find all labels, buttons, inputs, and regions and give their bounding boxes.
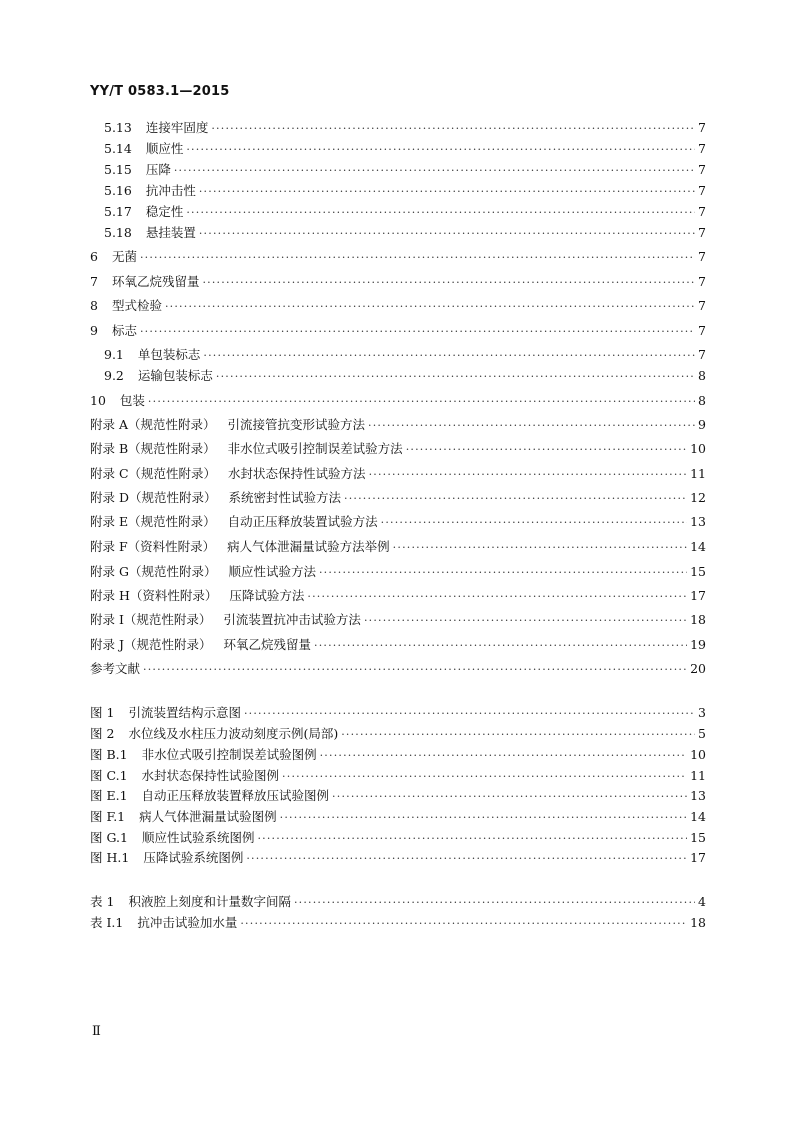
figure-entry[interactable] — [90, 849, 706, 867]
toc-entry[interactable] — [104, 161, 706, 179]
entry-page-number: 7 — [698, 249, 706, 264]
figure-entry[interactable] — [90, 767, 706, 785]
entry-number: 附录 D（规范性附录） — [90, 490, 217, 505]
toc-entry[interactable] — [90, 489, 706, 507]
entry-page-number: 15 — [690, 564, 706, 579]
entry-page-number: 18 — [690, 612, 706, 627]
toc-entry[interactable] — [104, 203, 706, 221]
dot-leader — [341, 725, 695, 743]
entry-page-number: 4 — [698, 894, 706, 909]
entry-title: 自动正压释放装置试验方法 — [227, 514, 378, 529]
entry-page-number: 7 — [698, 347, 706, 362]
entry-number: 图 2 — [90, 726, 115, 741]
dot-leader — [199, 182, 695, 200]
entry-page-number: 9 — [698, 417, 706, 432]
entry-title: 非水位式吸引控制误差试验图例 — [141, 747, 317, 762]
toc-entry[interactable] — [90, 660, 706, 678]
entry-title: 病人气体泄漏量试验图例 — [139, 809, 277, 824]
entry-page-number: 7 — [698, 120, 706, 135]
toc-entry[interactable] — [104, 346, 706, 364]
toc-entry[interactable] — [90, 322, 706, 340]
entry-number: 7 — [90, 274, 98, 289]
dot-leader — [174, 161, 695, 179]
entry-title: 抗冲击试验加水量 — [137, 915, 238, 930]
entry-number: 9 — [90, 323, 98, 338]
dot-leader — [344, 489, 687, 507]
entry-number: 附录 E（规范性附录） — [90, 514, 216, 529]
entry-number: 附录 B（规范性附录） — [90, 441, 216, 456]
entry-page-number: 14 — [690, 539, 706, 554]
figure-entry[interactable] — [90, 725, 706, 743]
entry-title: 型式检验 — [111, 298, 162, 313]
entry-page-number: 7 — [698, 274, 706, 289]
entry-page-number: 10 — [690, 747, 706, 762]
entry-title: 顺应性试验系统图例 — [141, 830, 255, 845]
dot-leader — [202, 273, 695, 291]
toc-entry[interactable] — [104, 140, 706, 158]
entry-number: 图 G.1 — [90, 830, 128, 845]
entry-title: 包装 — [119, 393, 145, 408]
entry-title: 无菌 — [111, 249, 137, 264]
entry-number: 10 — [90, 393, 106, 408]
toc-entry[interactable] — [90, 273, 706, 291]
dot-leader — [393, 538, 687, 556]
entry-page-number: 14 — [690, 809, 706, 824]
entry-title: 顺应性试验方法 — [228, 564, 316, 579]
dot-leader — [244, 704, 695, 722]
standard-code: YY/T 0583.1—2015 — [90, 84, 230, 99]
entry-number: 附录 G（规范性附录） — [90, 564, 217, 579]
entry-title: 参考文献 — [90, 661, 141, 676]
toc-entry[interactable] — [90, 392, 706, 410]
dot-leader — [314, 636, 687, 654]
toc-entry[interactable] — [90, 636, 706, 654]
entry-title: 抗冲击性 — [145, 183, 196, 198]
entry-title: 标志 — [111, 323, 137, 338]
dot-leader — [211, 119, 695, 137]
figure-entry[interactable] — [90, 829, 706, 847]
dot-leader — [381, 513, 687, 531]
entry-title: 非水位式吸引控制误差试验方法 — [227, 441, 403, 456]
entry-title: 引流接管抗变形试验方法 — [227, 417, 366, 432]
entry-page-number: 15 — [690, 830, 706, 845]
entry-page-number: 8 — [698, 368, 706, 383]
table-entry[interactable] — [90, 893, 706, 911]
entry-title: 环氧乙烷残留量 — [223, 637, 312, 652]
dot-leader — [257, 829, 687, 847]
entry-title: 悬挂装置 — [145, 225, 196, 240]
entry-number: 9.2 — [104, 368, 124, 383]
toc-entry[interactable] — [90, 248, 706, 266]
dot-leader — [203, 346, 695, 364]
entry-title: 连接牢固度 — [145, 120, 209, 135]
entry-page-number: 8 — [698, 393, 706, 408]
entry-title: 引流装置结构示意图 — [128, 705, 241, 720]
entry-page-number: 7 — [698, 183, 706, 198]
entry-number: 8 — [90, 298, 98, 313]
dot-leader — [364, 611, 687, 629]
entry-page-number: 13 — [690, 514, 706, 529]
dot-leader — [216, 367, 695, 385]
dot-leader — [332, 787, 687, 805]
entry-number: 5.15 — [104, 162, 132, 177]
entry-number: 5.16 — [104, 183, 132, 198]
toc-entry[interactable] — [90, 465, 706, 483]
entry-page-number: 20 — [690, 661, 706, 676]
entry-number: 9.1 — [104, 347, 124, 362]
entry-title: 单包装标志 — [137, 347, 201, 362]
dot-leader — [199, 224, 695, 242]
dot-leader — [186, 140, 695, 158]
dot-leader — [143, 660, 687, 678]
entry-title: 病人气体泄漏量试验方法举例 — [227, 539, 390, 554]
entry-number: 附录 F（资料性附录） — [90, 539, 216, 554]
entry-page-number: 7 — [698, 323, 706, 338]
dot-leader — [294, 893, 695, 911]
entry-page-number: 11 — [690, 466, 706, 481]
entry-page-number: 11 — [690, 768, 706, 783]
dot-leader — [165, 297, 695, 315]
entry-page-number: 7 — [698, 141, 706, 156]
toc-entry[interactable] — [104, 119, 706, 137]
toc-entry[interactable] — [90, 297, 706, 315]
dot-leader — [240, 914, 687, 932]
toc-entry[interactable] — [104, 367, 706, 385]
table-entry[interactable] — [90, 914, 706, 932]
dot-leader — [368, 416, 695, 434]
toc-entry[interactable] — [90, 538, 706, 556]
entry-number: 附录 H（资料性附录） — [90, 588, 218, 603]
entry-number: 5.14 — [104, 141, 132, 156]
entry-page-number: 7 — [698, 225, 706, 240]
entry-page-number: 17 — [690, 850, 706, 865]
entry-page-number: 3 — [698, 705, 706, 720]
dot-leader — [246, 849, 687, 867]
entry-title: 稳定性 — [145, 204, 184, 219]
entry-number: 表 1 — [90, 894, 115, 909]
entry-page-number: 17 — [690, 588, 706, 603]
entry-title: 压降 — [145, 162, 171, 177]
entry-page-number: 7 — [698, 162, 706, 177]
dot-leader — [148, 392, 695, 410]
entry-page-number: 12 — [690, 490, 706, 505]
entry-title: 积液腔上刻度和计量数字间隔 — [128, 894, 291, 909]
entry-number: 图 1 — [90, 705, 115, 720]
dot-leader — [369, 465, 688, 483]
entry-page-number: 10 — [690, 441, 706, 456]
entry-page-number: 19 — [690, 637, 706, 652]
entry-title: 水封状态保持性试验方法 — [228, 466, 366, 481]
entry-title: 运输包装标志 — [137, 368, 213, 383]
entry-number: 图 B.1 — [90, 747, 128, 762]
toc-entry[interactable] — [90, 513, 706, 531]
entry-title: 水位线及水柱压力波动刻度示例(局部) — [128, 726, 339, 741]
dot-leader — [320, 746, 687, 764]
page-number: Ⅱ — [92, 1024, 101, 1039]
toc-entry[interactable] — [104, 182, 706, 200]
entry-number: 6 — [90, 249, 98, 264]
entry-number: 图 H.1 — [90, 850, 130, 865]
entry-page-number: 5 — [698, 726, 706, 741]
dot-leader — [140, 248, 695, 266]
dot-leader — [406, 440, 687, 458]
dot-leader — [319, 563, 687, 581]
figure-entry[interactable] — [90, 787, 706, 805]
entry-page-number: 7 — [698, 204, 706, 219]
dot-leader — [282, 767, 687, 785]
entry-number: 图 C.1 — [90, 768, 128, 783]
entry-number: 5.13 — [104, 120, 132, 135]
entry-number: 附录 C（规范性附录） — [90, 466, 217, 481]
entry-page-number: 18 — [690, 915, 706, 930]
entry-number: 5.18 — [104, 225, 132, 240]
entry-title: 压降试验方法 — [229, 588, 305, 603]
entry-number: 附录 A（规范性附录） — [90, 417, 216, 432]
dot-leader — [186, 203, 695, 221]
toc-entry[interactable] — [90, 611, 706, 629]
entry-title: 水封状态保持性试验图例 — [141, 768, 280, 783]
entry-number: 表 I.1 — [90, 915, 124, 930]
dot-leader — [280, 808, 687, 826]
figure-entry[interactable] — [90, 704, 706, 722]
figure-entry[interactable] — [90, 808, 706, 826]
figure-entry[interactable] — [90, 746, 706, 764]
entry-title: 引流装置抗冲击试验方法 — [223, 612, 361, 627]
entry-page-number: 7 — [698, 298, 706, 313]
entry-title: 环氧乙烷残留量 — [111, 274, 200, 289]
entry-title: 压降试验系统图例 — [143, 850, 244, 865]
entry-title: 系统密封性试验方法 — [228, 490, 342, 505]
entry-number: 附录 I（规范性附录） — [90, 612, 212, 627]
dot-leader — [307, 587, 687, 605]
entry-title: 自动正压释放装置释放压试验图例 — [141, 788, 330, 803]
toc-entry[interactable] — [90, 416, 706, 434]
toc-entry[interactable] — [90, 563, 706, 581]
entry-number: 5.17 — [104, 204, 132, 219]
entry-number: 附录 J（规范性附录） — [90, 637, 212, 652]
entry-number: 图 E.1 — [90, 788, 128, 803]
toc-entry[interactable] — [90, 440, 706, 458]
entry-page-number: 13 — [690, 788, 706, 803]
entry-number: 图 F.1 — [90, 809, 126, 824]
dot-leader — [140, 322, 695, 340]
entry-title: 顺应性 — [145, 141, 184, 156]
toc-entry[interactable] — [90, 587, 706, 605]
toc-entry[interactable] — [104, 224, 706, 242]
